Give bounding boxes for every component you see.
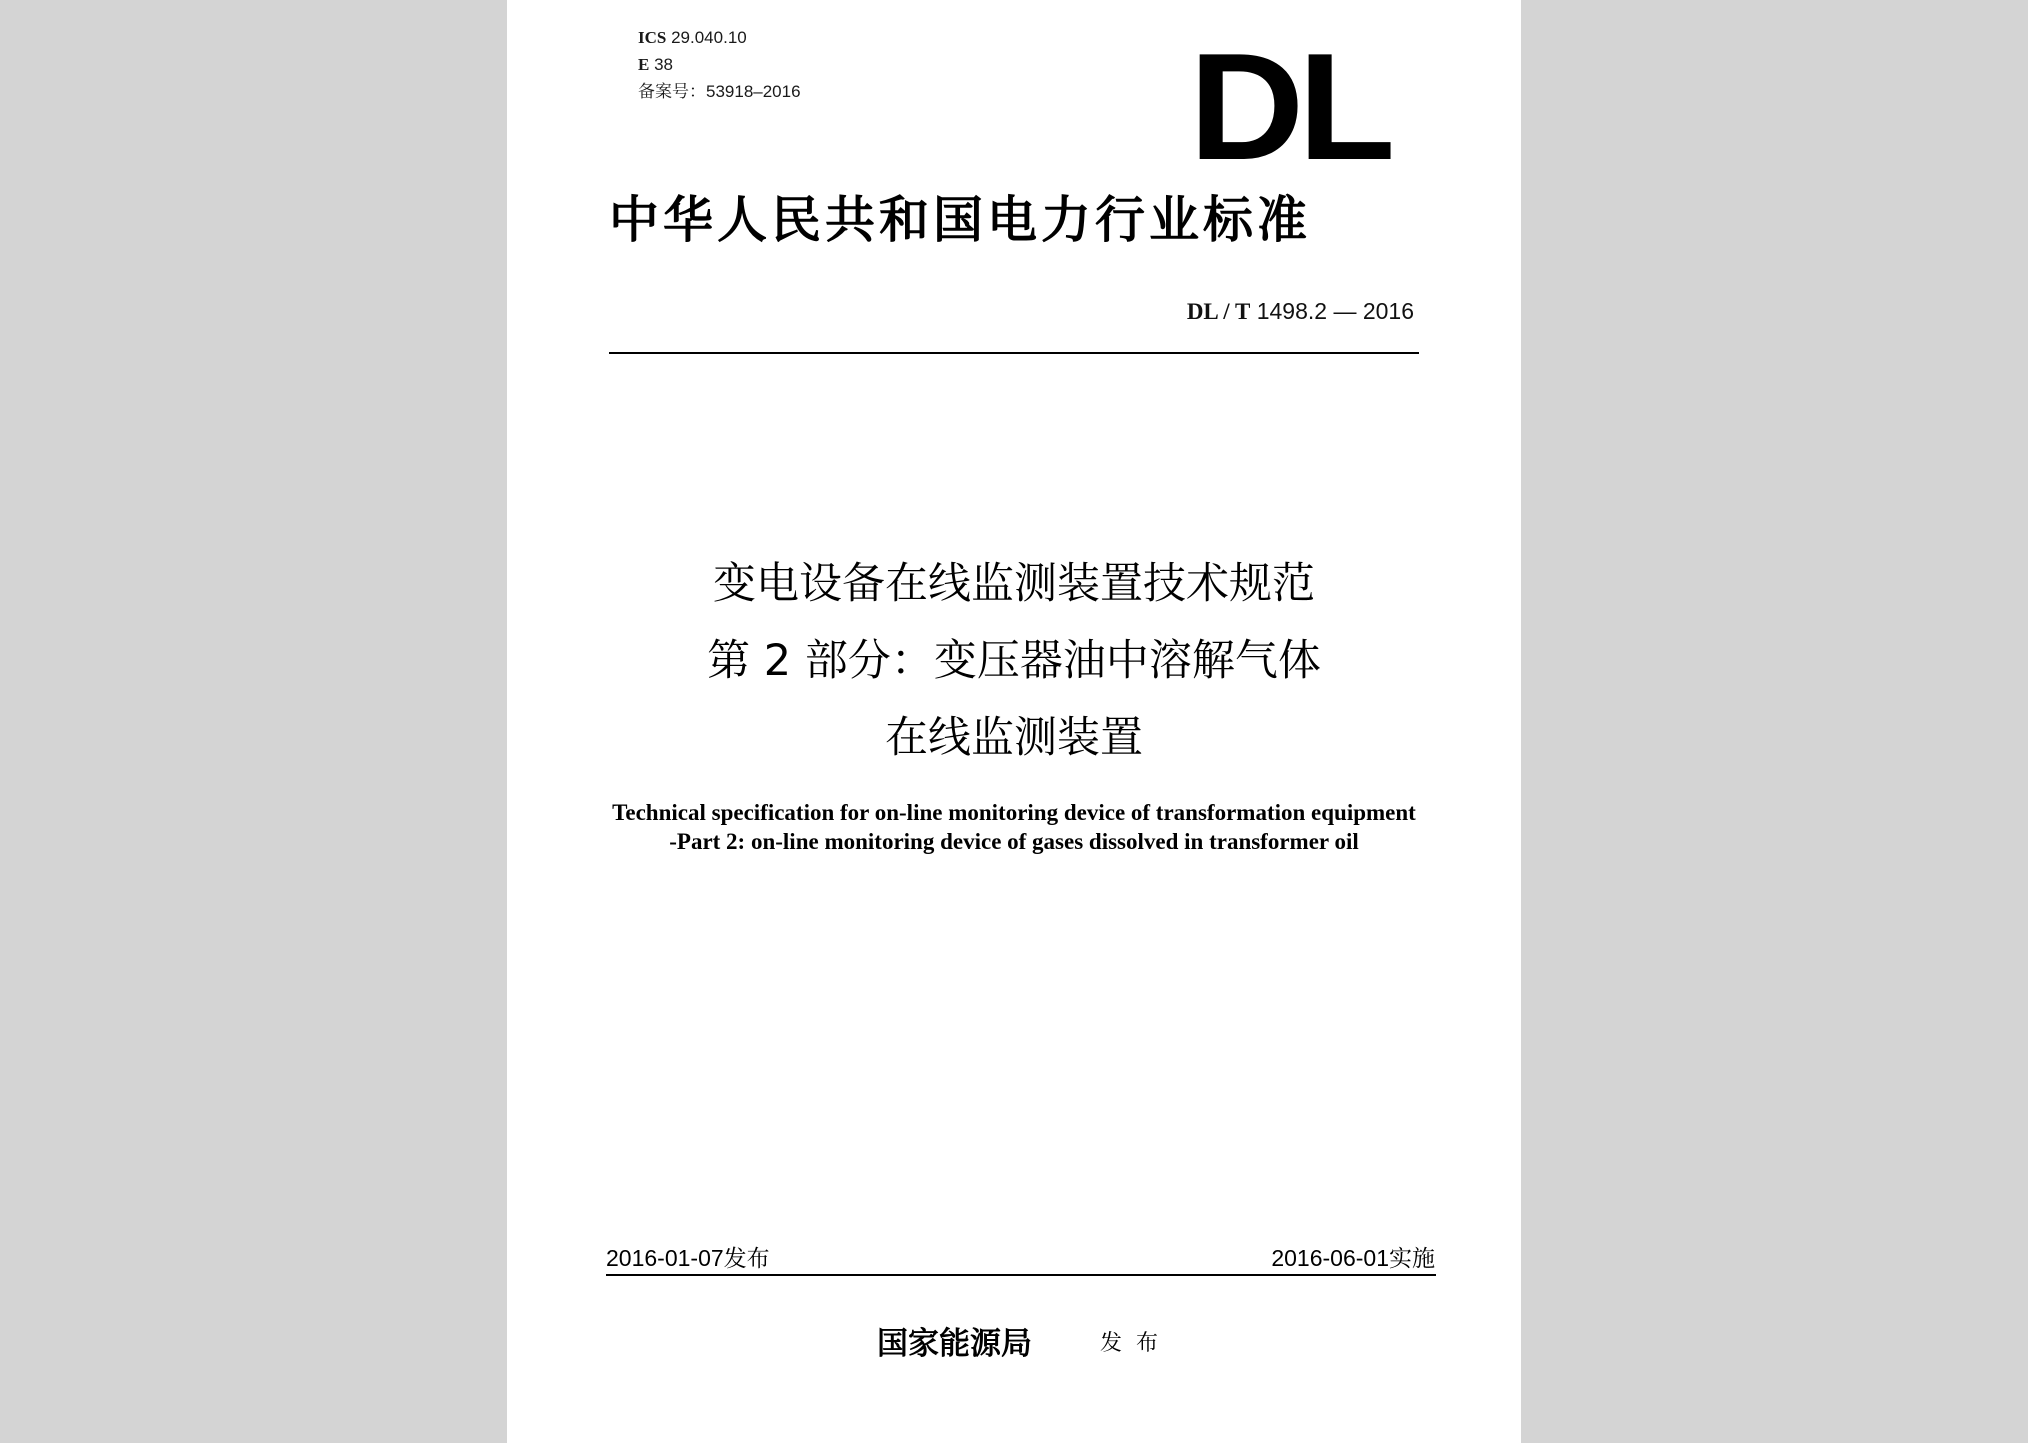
issue-date: 2016-01-07发布 bbox=[606, 1245, 770, 1271]
class-label: E bbox=[638, 55, 650, 74]
english-title-line: Technical specification for on-line monitoring device of transformation equipment bbox=[612, 800, 1416, 825]
english-title bbox=[507, 798, 1521, 856]
english-title-line: -Part 2: on-line monitoring device of gases dissolved in transformer oil bbox=[669, 829, 1359, 854]
chinese-title bbox=[507, 546, 1521, 777]
dl-logo: DL bbox=[1189, 22, 1390, 192]
implementation-date: 2016-06-01实施 bbox=[1271, 1245, 1435, 1271]
chinese-title-line: 第 2 部分：变压器油中溶解气体 bbox=[707, 636, 1321, 686]
publisher-name: 国家能源局 bbox=[877, 1326, 1032, 1362]
standard-code bbox=[1187, 298, 1414, 325]
class-line bbox=[638, 51, 801, 78]
record-number: 备案号：53918–2016 bbox=[638, 82, 801, 101]
standard-code-number: 1498.2 — 2016 bbox=[1256, 298, 1414, 324]
chinese-title-line: 在线监测装置 bbox=[885, 713, 1143, 763]
standard-code-prefix: DL / T bbox=[1186, 299, 1251, 324]
ics-line bbox=[638, 24, 801, 51]
chinese-title-line: 变电设备在线监测装置技术规范 bbox=[713, 559, 1315, 609]
publish-label: 发布 bbox=[1100, 1330, 1173, 1355]
classification-block bbox=[638, 24, 801, 105]
ics-label: ICS bbox=[638, 28, 667, 47]
document-cover bbox=[507, 0, 1521, 1443]
header-divider bbox=[609, 352, 1419, 354]
footer-divider bbox=[606, 1274, 1436, 1276]
ics-value: 29.040.10 bbox=[671, 28, 747, 47]
class-value: 38 bbox=[654, 55, 673, 74]
standard-title: 中华人民共和国电力行业标准 bbox=[609, 190, 1311, 249]
